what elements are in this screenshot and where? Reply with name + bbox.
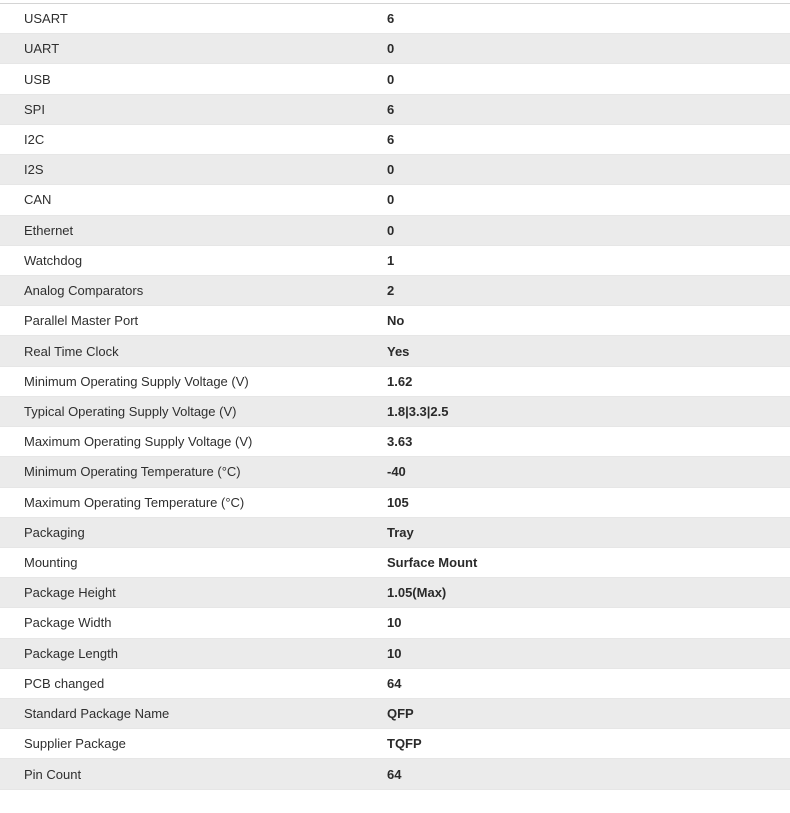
spec-value: 10	[387, 615, 402, 631]
spec-name: Package Length	[24, 645, 118, 661]
spec-value: 0	[387, 222, 395, 238]
table-row	[0, 64, 790, 94]
table-row	[0, 34, 790, 64]
table-row	[0, 518, 790, 548]
spec-value: 1.05(Max)	[387, 585, 447, 601]
table-row	[0, 669, 790, 699]
spec-name: PCB changed	[24, 675, 105, 691]
table-row	[0, 185, 790, 215]
spec-name: Pin Count	[24, 766, 82, 782]
table-row	[0, 306, 790, 336]
spec-value: 0	[387, 71, 395, 87]
spec-name: Parallel Master Port	[24, 313, 139, 329]
table-row	[0, 125, 790, 155]
table-row	[0, 457, 790, 487]
spec-name: Minimum Operating Temperature (°C)	[24, 464, 241, 480]
table-row	[0, 729, 790, 759]
spec-name: SPI	[24, 101, 45, 117]
spec-value: No	[387, 313, 405, 329]
spec-name: USB	[24, 71, 51, 87]
spec-value: 2	[387, 283, 395, 299]
table-row	[0, 578, 790, 608]
spec-value: 6	[387, 131, 395, 147]
spec-name: Analog Comparators	[24, 283, 144, 299]
spec-value: 6	[387, 11, 395, 27]
spec-name: UART	[24, 41, 60, 57]
spec-name: Maximum Operating Temperature (°C)	[24, 494, 245, 510]
spec-value: 3.63	[387, 434, 413, 450]
table-row	[0, 336, 790, 366]
table-row	[0, 276, 790, 306]
spec-value: 64	[387, 675, 402, 691]
spec-name: Packaging	[24, 524, 85, 540]
spec-table	[0, 3, 790, 790]
spec-name: I2S	[24, 162, 44, 178]
spec-value: 10	[387, 645, 402, 661]
table-row	[0, 427, 790, 457]
table-row	[0, 155, 790, 185]
spec-name: Package Height	[24, 585, 116, 601]
spec-name: Ethernet	[24, 222, 74, 238]
table-row	[0, 488, 790, 518]
table-row	[0, 397, 790, 427]
spec-name: Package Width	[24, 615, 112, 631]
spec-name: Mounting	[24, 555, 78, 571]
spec-value: 6	[387, 101, 395, 117]
spec-name: CAN	[24, 192, 52, 208]
spec-value: TQFP	[387, 736, 422, 752]
table-row	[0, 699, 790, 729]
table-row	[0, 639, 790, 669]
table-row	[0, 548, 790, 578]
spec-name: Standard Package Name	[24, 706, 170, 722]
spec-name: Maximum Operating Supply Voltage (V)	[24, 434, 253, 450]
spec-value: QFP	[387, 706, 414, 722]
spec-name: Minimum Operating Supply Voltage (V)	[24, 373, 249, 389]
table-row	[0, 246, 790, 276]
spec-name: Real Time Clock	[24, 343, 119, 359]
spec-name: Supplier Package	[24, 736, 126, 752]
table-row	[0, 4, 790, 34]
spec-value: 1.62	[387, 373, 413, 389]
spec-name: Watchdog	[24, 252, 83, 268]
spec-value: 0	[387, 41, 395, 57]
spec-value: 64	[387, 766, 402, 782]
spec-value: Surface Mount	[387, 555, 478, 571]
spec-value: -40	[387, 464, 406, 480]
spec-value: 105	[387, 494, 409, 510]
spec-value: 1.8|3.3|2.5	[387, 403, 449, 419]
table-row	[0, 367, 790, 397]
spec-name: Typical Operating Supply Voltage (V)	[24, 403, 237, 419]
spec-value: 0	[387, 162, 395, 178]
table-row	[0, 216, 790, 246]
table-row	[0, 759, 790, 789]
spec-value: Yes	[387, 343, 410, 359]
table-row	[0, 95, 790, 125]
spec-value: Tray	[387, 524, 414, 540]
spec-name: USART	[24, 11, 68, 27]
spec-value: 1	[387, 252, 395, 268]
spec-name: I2C	[24, 131, 45, 147]
spec-value: 0	[387, 192, 395, 208]
table-row	[0, 608, 790, 638]
